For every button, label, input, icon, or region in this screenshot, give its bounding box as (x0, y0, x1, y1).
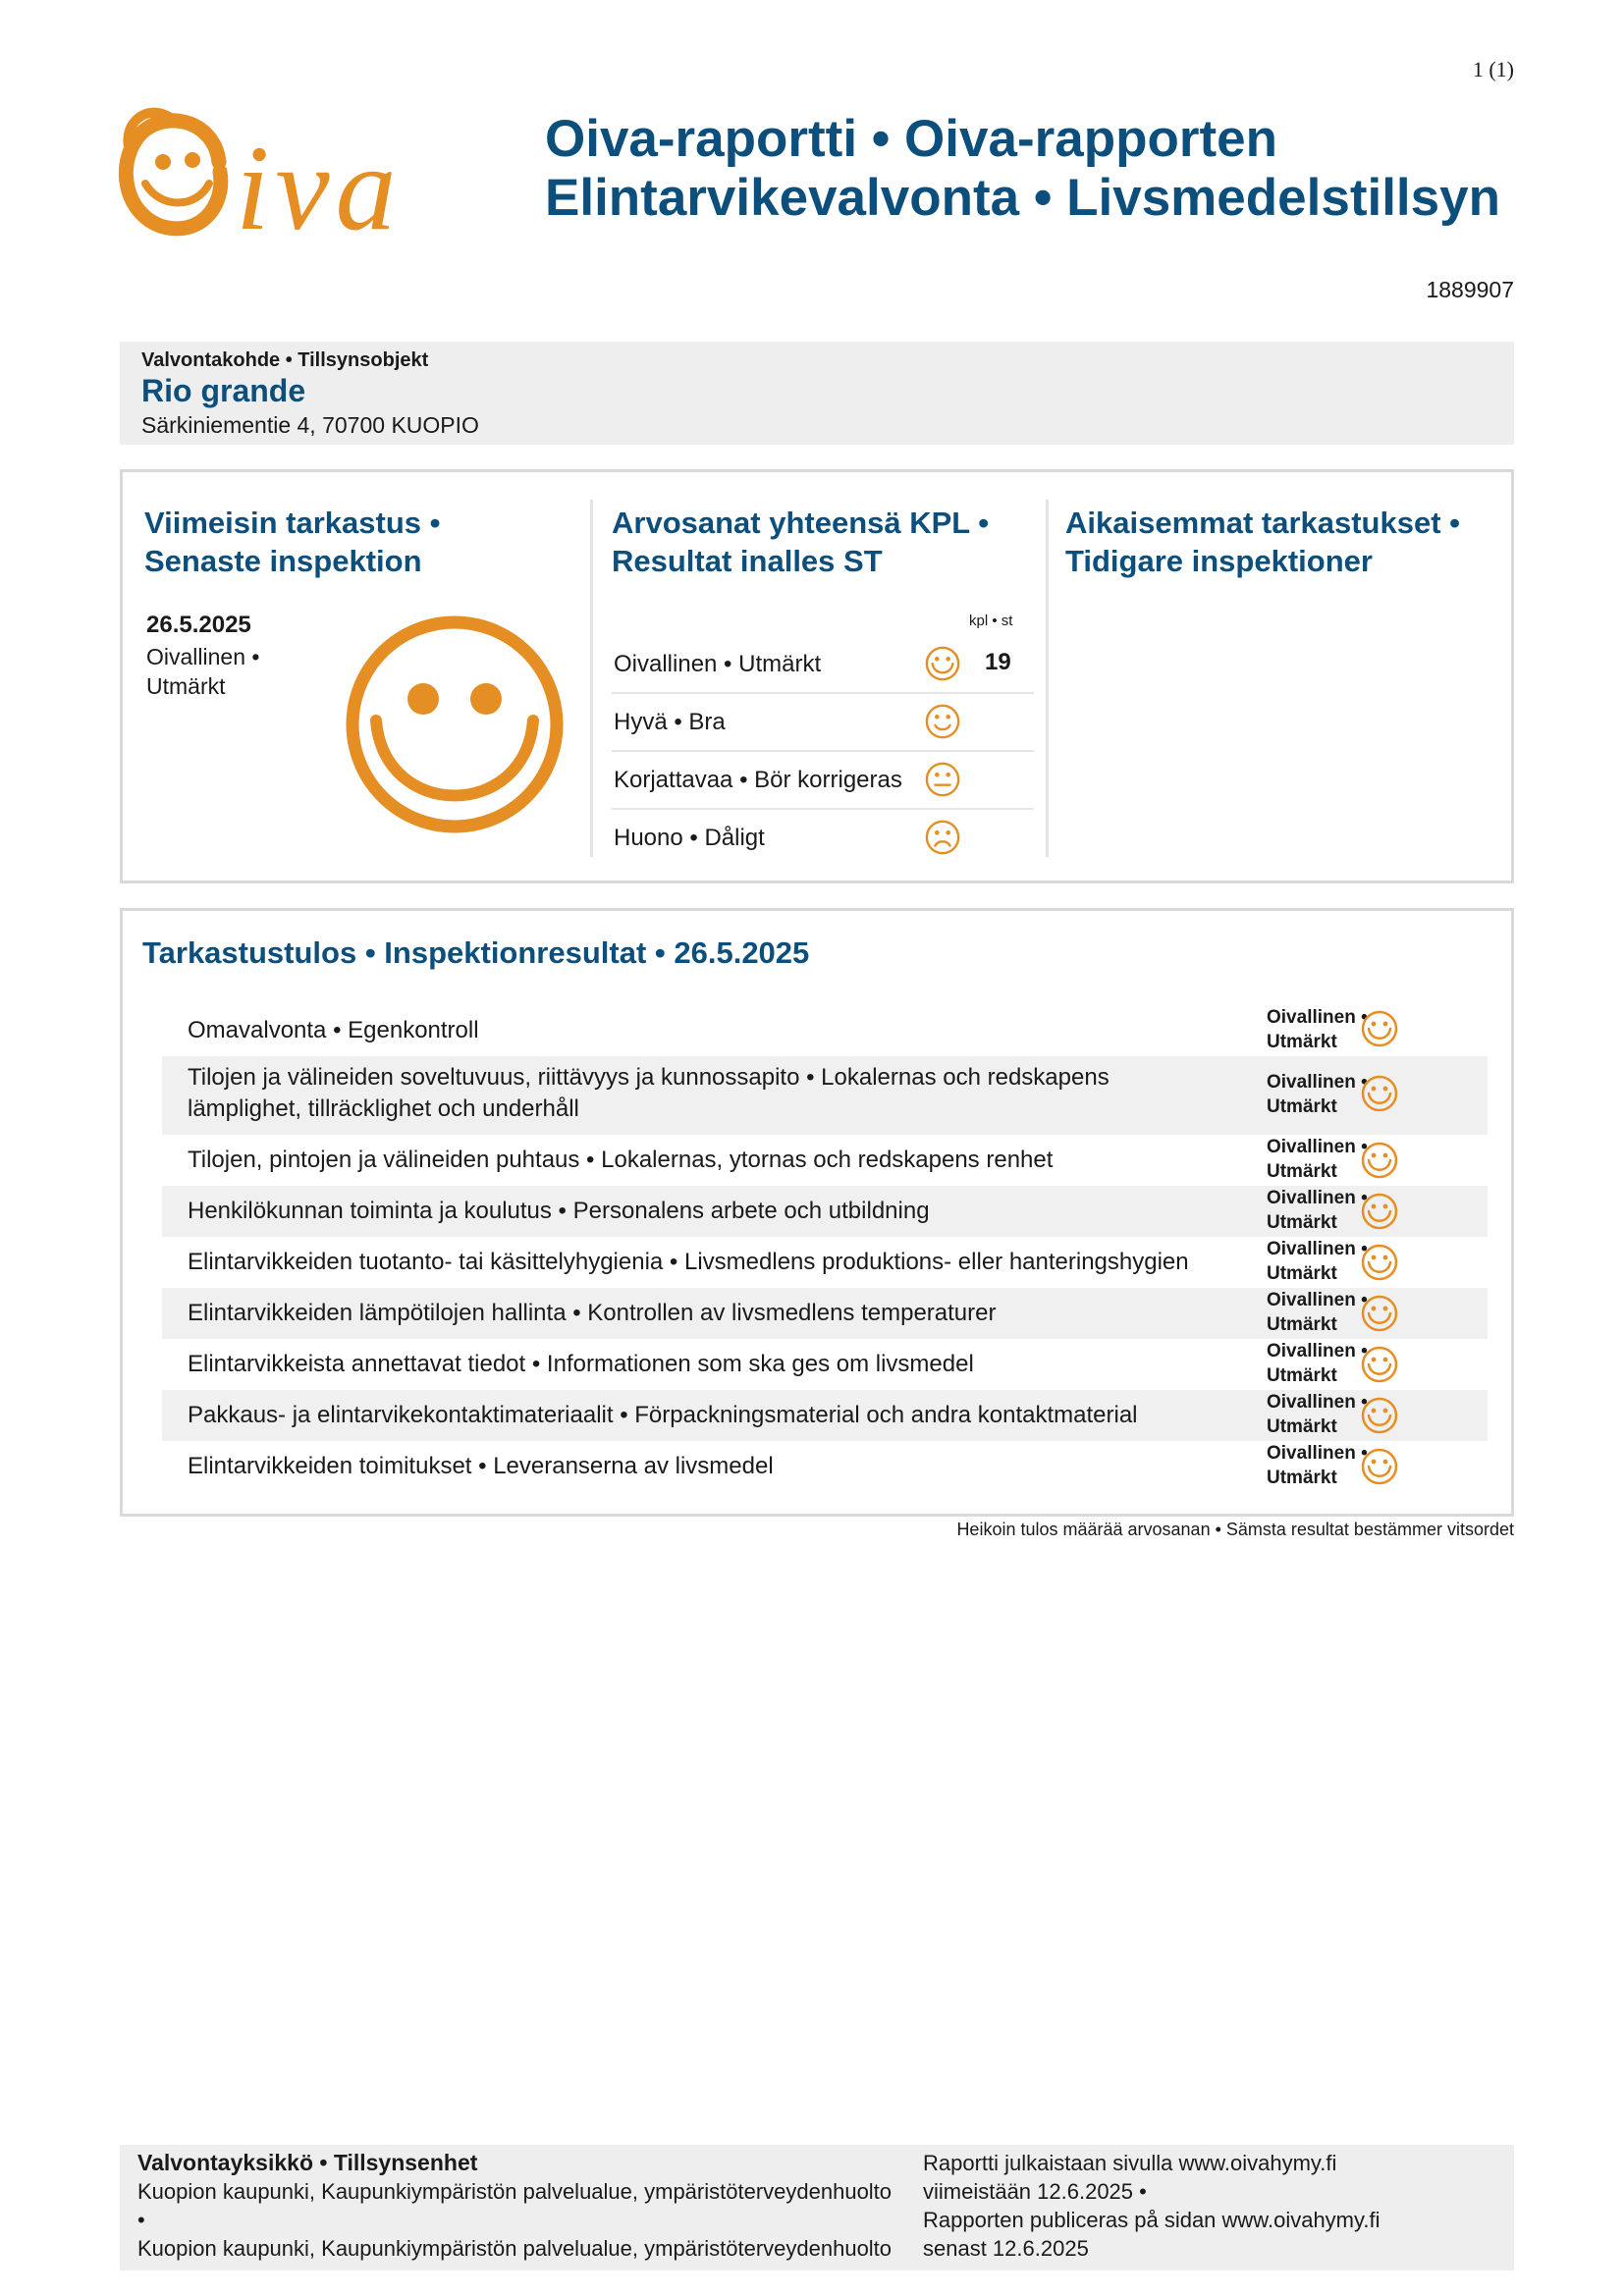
result-grade (1267, 1237, 1368, 1286)
grade-line1: Oivallinen • (1267, 1239, 1368, 1259)
grade-line1: Oivallinen • (1267, 1137, 1368, 1157)
latest-inspection-date: 26.5.2025 (146, 612, 251, 638)
smiley-excellent-icon (1360, 1294, 1399, 1333)
smiley-excellent-icon (1360, 1074, 1399, 1113)
result-text-line2: lämplighet, tillräcklighet och underhåll (188, 1095, 579, 1122)
column-divider (590, 500, 593, 857)
supervision-unit-sv: Kuopion kaupunki, Kaupunkiympäristön palvelualue, ympäristöterveydenhuolto (137, 2236, 893, 2261)
latest-inspection-grade (146, 642, 259, 701)
grade-line1: Oivallinen • (1267, 1443, 1368, 1464)
result-text: Elintarvikkeiden toimitukset • Leveranserna av livsmedel (188, 1453, 774, 1479)
previous-heading-line1: Aikaisemmat tarkastukset • (1065, 506, 1461, 540)
result-text: Omavalvonta • Egenkontroll (188, 1017, 479, 1043)
result-grade (1267, 1390, 1368, 1439)
supervision-unit-label: Valvontayksikkö • Tillsynsenhet (137, 2150, 478, 2175)
result-text: Elintarvikkeiden lämpötilojen hallinta • Kontrollen av livsmedlens temperaturer (188, 1300, 997, 1326)
grade-totals-table (612, 635, 1034, 861)
latest-heading-line1: Viimeisin tarkastus • (144, 506, 441, 540)
result-row (162, 1186, 1488, 1237)
large-smiley-icon (345, 614, 565, 834)
grade-totals-heading (612, 504, 989, 580)
result-row (162, 1056, 1488, 1135)
previous-heading-line2: Tidigare inspektioner (1065, 544, 1373, 578)
result-row (162, 1288, 1488, 1339)
supervision-unit (137, 2149, 962, 2263)
grade-label: Huono • Dåligt (614, 825, 765, 851)
grade-line1: Oivallinen • (1267, 1188, 1368, 1208)
object-name: Rio grande (141, 373, 306, 408)
grade-label: Korjattavaa • Bör korrigeras (614, 767, 902, 793)
result-text: Elintarvikkeiden tuotanto- tai käsittelyhygienia • Livsmedlens produktions- eller hanteringshygien (188, 1249, 1189, 1275)
grade-line2: Utmärkt (1267, 1314, 1337, 1335)
latest-grade-line1: Oivallinen • (146, 644, 260, 669)
grade-row-to-correct (612, 751, 1034, 810)
grade-line1: Oivallinen • (1267, 1341, 1368, 1362)
result-grade (1267, 1339, 1368, 1388)
oiva-logo (116, 103, 509, 240)
latest-inspection-heading (144, 504, 440, 580)
result-grade (1267, 1441, 1368, 1490)
grade-line2: Utmärkt (1267, 1365, 1337, 1386)
grade-line2: Utmärkt (1267, 1212, 1337, 1233)
grade-line1: Oivallinen • (1267, 1072, 1368, 1093)
inspection-object (120, 342, 1514, 445)
smiley-neutral-icon (924, 761, 961, 798)
summary-panel (120, 469, 1514, 883)
grade-line2: Utmärkt (1267, 1032, 1337, 1052)
publication-info (923, 2149, 1473, 2263)
totals-heading-line2: Resultat inalles ST (612, 544, 883, 578)
result-text: Tilojen, pintojen ja välineiden puhtaus • Lokalernas, ytornas och redskapens renhet (188, 1147, 1054, 1173)
result-grade (1267, 1288, 1368, 1337)
result-grade (1267, 1005, 1368, 1054)
result-text (188, 1062, 1110, 1125)
object-address: Särkiniementie 4, 70700 KUOPIO (141, 412, 479, 438)
document-id: 1889907 (1426, 277, 1514, 302)
grade-label: Hyvä • Bra (614, 709, 726, 735)
report-title-line1: Oiva-raportti • Oiva-rapporten (545, 110, 1277, 168)
result-grade (1267, 1135, 1368, 1184)
publish-line4: senast 12.6.2025 (923, 2236, 1089, 2261)
grade-line1: Oivallinen • (1267, 1392, 1368, 1413)
footer (120, 2145, 1514, 2270)
latest-grade-line2: Utmärkt (146, 673, 226, 699)
results-note: Heikoin tulos määrää arvosanan • Sämsta resultat bestämmer vitsordet (956, 1520, 1514, 1539)
result-row (162, 1005, 1488, 1056)
result-row (162, 1135, 1488, 1186)
smiley-poor-icon (924, 819, 961, 856)
grade-line2: Utmärkt (1267, 1263, 1337, 1284)
inspection-results-panel (120, 908, 1514, 1517)
object-label: Valvontakohde • Tillsynsobjekt (141, 349, 429, 371)
oiva-logo-icon (116, 103, 509, 240)
smiley-excellent-icon (1360, 1243, 1399, 1282)
smiley-good-icon (924, 703, 961, 740)
grade-line2: Utmärkt (1267, 1096, 1337, 1117)
smiley-excellent-icon (1360, 1009, 1399, 1048)
publish-line1: Raportti julkaistaan sivulla www.oivahymy.fi (923, 2151, 1337, 2175)
smiley-excellent-icon (1360, 1396, 1399, 1435)
report-title (545, 110, 1500, 228)
report-title-line2: Elintarvikevalvonta • Livsmedelstillsyn (545, 169, 1500, 227)
supervision-unit-separator: • (137, 2208, 145, 2232)
grade-row-good (612, 693, 1034, 752)
result-grade (1267, 1070, 1368, 1119)
publish-line3: Rapporten publiceras på sidan www.oivahymy.fi (923, 2208, 1380, 2232)
smiley-excellent-icon (1360, 1345, 1399, 1384)
totals-heading-line1: Arvosanat yhteensä KPL • (612, 506, 990, 540)
smiley-excellent-icon (1360, 1141, 1399, 1180)
grade-row-excellent (612, 635, 1034, 694)
result-row (162, 1339, 1488, 1390)
grade-line1: Oivallinen • (1267, 1290, 1368, 1310)
grade-line2: Utmärkt (1267, 1161, 1337, 1182)
result-text: Henkilökunnan toiminta ja koulutus • Personalens arbete och utbildning (188, 1198, 930, 1224)
svg-text:iva: iva (236, 121, 403, 240)
results-heading: Tarkastustulos • Inspektionresultat • 26.5.2025 (142, 935, 810, 970)
grade-count: 19 (985, 649, 1011, 675)
smiley-excellent-icon (1360, 1447, 1399, 1486)
publish-line2: viimeistään 12.6.2025 • (923, 2179, 1147, 2204)
result-text: Pakkaus- ja elintarvikekontaktimateriaalit • Förpackningsmaterial och andra kontaktmaterial (188, 1402, 1138, 1428)
result-row (162, 1390, 1488, 1441)
result-row (162, 1441, 1488, 1492)
smiley-excellent-icon (924, 645, 961, 682)
totals-unit: kpl • st (969, 613, 1013, 629)
smiley-excellent-icon (1360, 1192, 1399, 1231)
grade-row-poor (612, 809, 1034, 866)
supervision-unit-fi: Kuopion kaupunki, Kaupunkiympäristön palvelualue, ympäristöterveydenhuolto (137, 2179, 893, 2204)
latest-heading-line2: Senaste inspektion (144, 544, 422, 578)
result-text-line1: Tilojen ja välineiden soveltuvuus, riittävyys ja kunnossapito • Lokalernas och redskapens (188, 1064, 1110, 1091)
result-grade (1267, 1186, 1368, 1235)
result-row (162, 1237, 1488, 1288)
grade-line2: Utmärkt (1267, 1416, 1337, 1437)
grade-line1: Oivallinen • (1267, 1007, 1368, 1028)
page-number: 1 (1) (1472, 57, 1514, 81)
previous-inspections-heading (1065, 504, 1460, 580)
grade-line2: Utmärkt (1267, 1468, 1337, 1488)
grade-label: Oivallinen • Utmärkt (614, 651, 822, 677)
result-text: Elintarvikkeista annettavat tiedot • Informationen som ska ges om livsmedel (188, 1351, 974, 1377)
column-divider (1046, 500, 1049, 857)
